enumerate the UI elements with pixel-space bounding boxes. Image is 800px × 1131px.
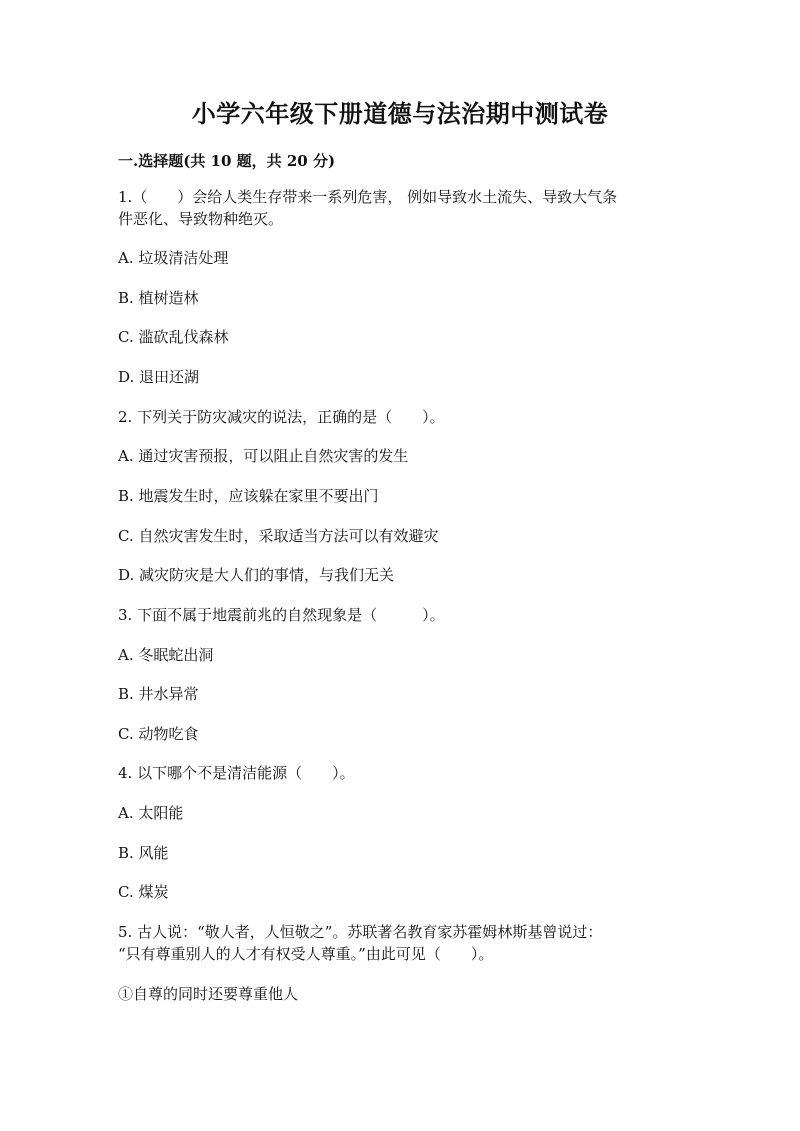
- question-5-stem-line-2: “只有尊重别人的人才有权受人尊重。”由此可见（ ）。: [118, 945, 494, 963]
- question-2-option-b: B. 地震发生时，应该躲在家里不要出门: [118, 487, 379, 505]
- section-heading: 一.选择题(共 10 题，共 20 分): [118, 152, 336, 170]
- question-3-option-c: C. 动物吃食: [118, 725, 199, 743]
- question-1-option-b: B. 植树造林: [118, 289, 199, 307]
- question-2-option-c: C. 自然灾害发生时，采取适当方法可以有效避灾: [118, 527, 439, 545]
- question-3-option-b: B. 井水异常: [118, 685, 199, 703]
- question-1-option-c: C. 滥砍乱伐森林: [118, 328, 229, 346]
- question-1-option-a: A. 垃圾清洁处理: [118, 249, 229, 267]
- question-4-option-a: A. 太阳能: [118, 804, 184, 822]
- question-4-option-b: B. 风能: [118, 844, 169, 862]
- question-3-stem: 3. 下面不属于地震前兆的自然现象是（ ）。: [118, 606, 445, 624]
- question-5-stem-line-1: 5. 古人说：“敬人者，人恒敬之”。苏联著名教育家苏霍姆林斯基曾说过：: [118, 923, 603, 941]
- question-2-option-a: A. 通过灾害预报，可以阻止自然灾害的发生: [118, 447, 409, 465]
- question-3-option-a: A. 冬眠蛇出洞: [118, 646, 214, 664]
- question-2-option-d: D. 减灾防灾是大人们的事情，与我们无关: [118, 566, 395, 584]
- question-2-stem: 2. 下列关于防灾减灾的说法，正确的是（ ）。: [118, 408, 445, 426]
- question-1-stem-line-2: 件恶化、导致物种绝灭。: [118, 210, 284, 228]
- question-1-option-d: D. 退田还湖: [118, 368, 200, 386]
- question-5-statement-1: ①自尊的同时还要尊重他人: [118, 985, 299, 1003]
- question-1-stem-line-1: 1.（ ）会给人类生存带来一系列危害， 例如导致水土流失、导致大气条: [118, 188, 618, 206]
- question-4-option-c: C. 煤炭: [118, 883, 169, 901]
- exam-title: 小学六年级下册道德与法治期中测试卷: [191, 99, 609, 128]
- question-4-stem: 4. 以下哪个不是清洁能源（ ）。: [118, 764, 355, 782]
